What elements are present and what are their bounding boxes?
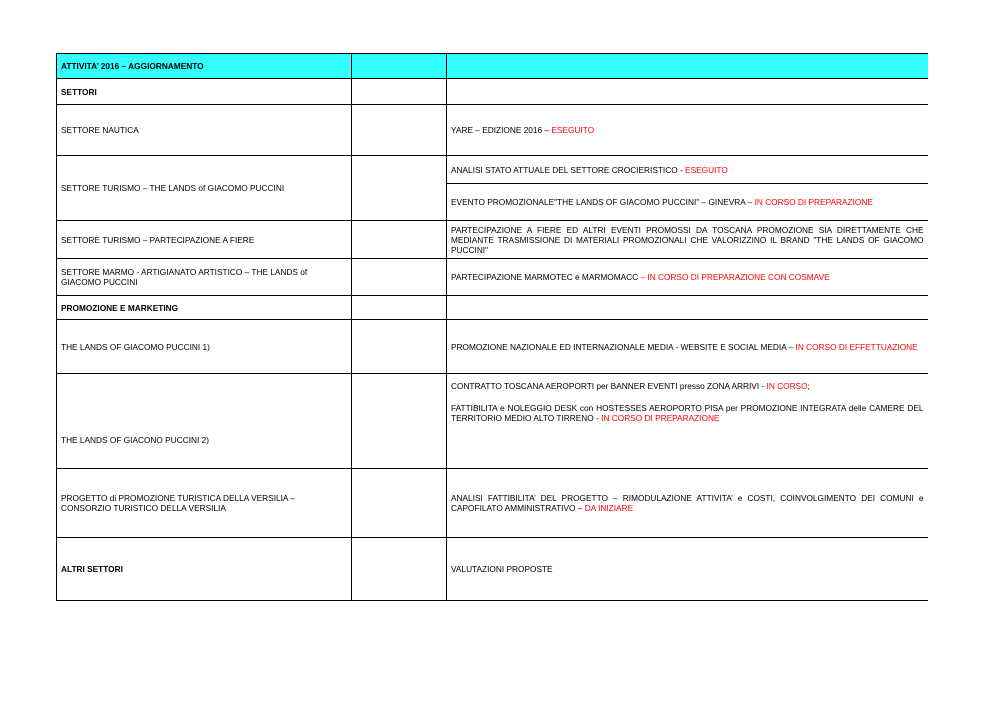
activity-marmo: PARTECIPAZIONE MARMOTEC e MARMOMACC – IN CORSO DI PREPARAZIONE CON COSMAVE: [447, 259, 928, 296]
activity-nautica: YARE – EDIZIONE 2016 – ESEGUITO: [447, 105, 928, 156]
label-lands1: THE LANDS OF GIACOMO PUCCINI 1): [57, 320, 352, 374]
header-cell-2: [352, 54, 447, 79]
header-cell-3: [447, 54, 928, 79]
row-turismo-fiere: [57, 221, 928, 259]
label-turismo-lands: SETTORE TURISMO – THE LANDS of GIACOMO PUCCINI: [57, 156, 352, 221]
status-lands1: IN CORSO DI EFFETTUAZIONE: [795, 341, 918, 352]
row-altri: [57, 538, 928, 601]
section-row-promozione: [57, 296, 928, 320]
row-versilia: [57, 469, 928, 538]
row-lands2: [57, 374, 928, 469]
row-turismo-lands: [57, 156, 928, 221]
label-lands2: THE LANDS OF GIACONO PUCCINI 2): [57, 374, 352, 469]
activity-lands1: PROMOZIONE NAZIONALE ED INTERNAZIONALE MEDIA - WEBSITE E SOCIAL MEDIA – IN CORSO DI EFFETTUAZIONE: [447, 320, 928, 374]
sheet-title: ATTIVITA’ 2016 – AGGIORNAMENTO: [57, 54, 352, 79]
status-ginevra: IN CORSO DI PREPARAZIONE: [754, 197, 873, 207]
status-crocieristico: ESEGUITO: [685, 164, 728, 175]
row-nautica: [57, 105, 928, 156]
activity-turismo-fiere: PARTECIPAZIONE A FIERE ED ALTRI EVENTI PROMOSSI DA TOSCANA PROMOZIONE SIA DIRETTAMENTE CHE MEDIANTE TRASMISSIONE DI MATERIALI PROMOZIONALI CHE VALORIZZINO IL BRAND "THE LANDS OF GIACOMO PUCCINI": [447, 221, 928, 259]
status-banner: IN CORSO: [766, 381, 808, 391]
label-turismo-fiere: SETTORE TURISMO – PARTECIPAZIONE A FIERE: [57, 221, 352, 259]
label-marmo: SETTORE MARMO - ARTIGIANATO ARTISTICO – THE LANDS of GIACOMO PUCCINI: [57, 259, 352, 296]
status-desk: IN CORSO DI PREPARAZIONE: [601, 413, 720, 423]
section-altri: ALTRI SETTORI: [57, 538, 352, 601]
status-nautica: ESEGUITO: [551, 125, 595, 135]
section-settori: SETTORI: [57, 79, 352, 105]
activity-versilia: ANALISI FATTIBILITA’ DEL PROGETTO – RIMODULAZIONE ATTIVITA’ e COSTI, COINVOLGIMENTO DEI COMUNI e CAPOFILATO AMMINISTRATIVO – DA INIZIARE: [447, 469, 928, 538]
label-versilia: PROGETTO di PROMOZIONE TURISTICA DELLA VERSILIA – CONSORZIO TURISTICO DELLA VERSILIA: [57, 469, 352, 538]
activity-lands2: CONTRATTO TOSCANA AEROPORTI per BANNER EVENTI presso ZONA ARRIVI - IN CORSO; FATTIBILITA e NOLEGGIO DESK con HOSTESSES AEROPORTO PISA per PROMOZIONE INTEGRATA delle CAMERE DEL TERRITORIO MEDIO ALTO TIRRENO - IN CORSO DI PREPARAZIONE: [447, 374, 928, 469]
row-lands1: [57, 320, 928, 374]
header-row: [57, 54, 928, 79]
activities-table: [56, 53, 928, 601]
status-marmo: – IN CORSO DI PREPARAZIONE CON COSMAVE: [640, 272, 830, 282]
activity-altri: VALUTAZIONI PROPOSTE: [447, 538, 928, 601]
section-promozione: PROMOZIONE E MARKETING: [57, 296, 352, 320]
activity-turismo-lands: ANALISI STATO ATTUALE DEL SETTORE CROCIERISTICO - ESEGUITO EVENTO PROMOZIONALE"THE LANDS OF GIACOMO PUCCINI" – GINEVRA – IN CORSO DI PREPARAZIONE: [447, 156, 928, 221]
label-nautica: SETTORE NAUTICA: [57, 105, 352, 156]
row-marmo: [57, 259, 928, 296]
status-versilia: DA INIZIARE: [584, 503, 634, 513]
section-row-settori: [57, 79, 928, 105]
